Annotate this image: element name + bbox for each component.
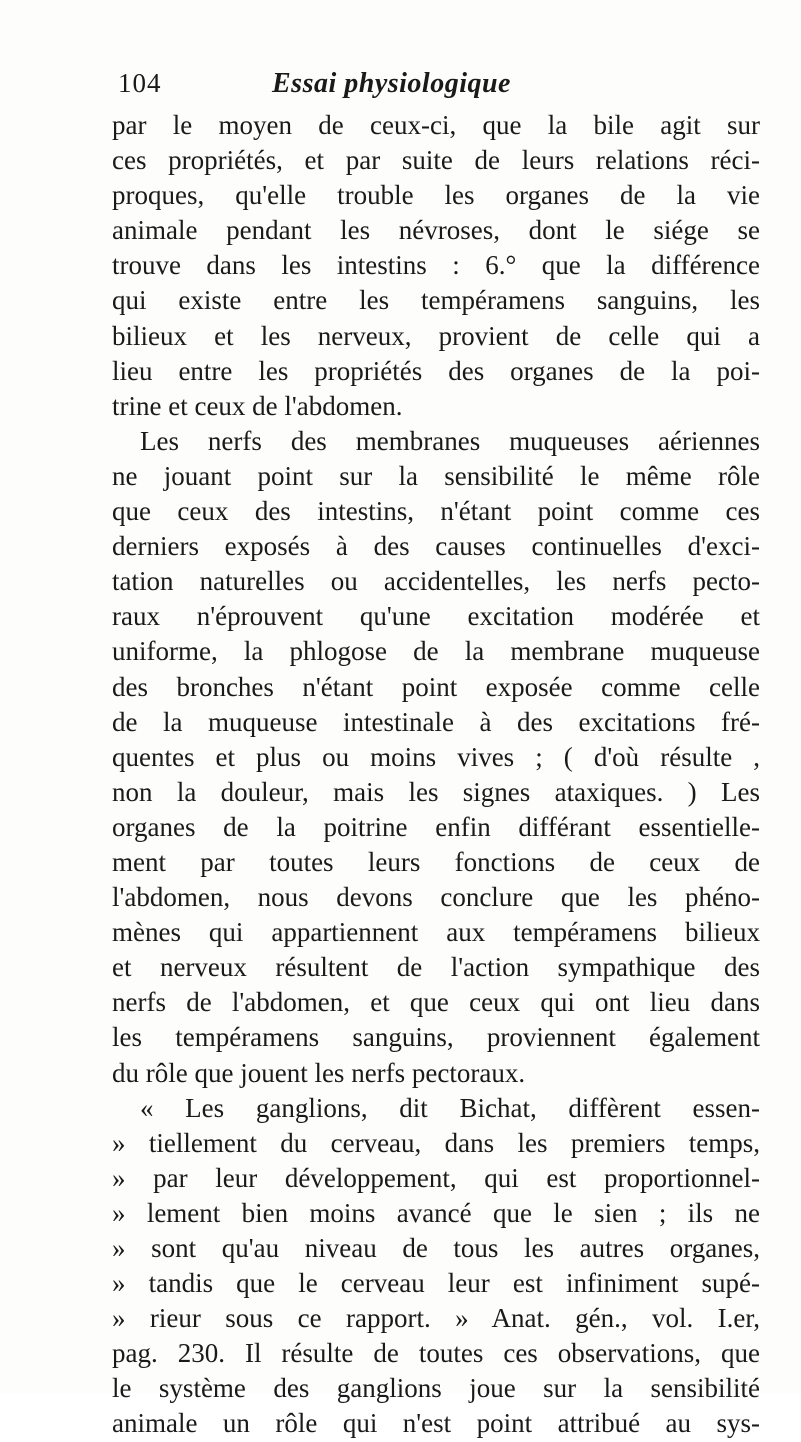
text-line: raux n'éprouvent qu'une excitation modérée et xyxy=(112,601,760,632)
text-line: par le moyen de ceux-ci, que la bile agit sur xyxy=(112,110,760,140)
text-line: proques, qu'elle trouble les organes de la vie xyxy=(112,180,760,211)
text-line: organes de la poitrine enfin différant essentielle- xyxy=(112,811,760,842)
text-line: nerfs de l'abdomen, et que ceux qui ont lieu dans xyxy=(112,987,760,1018)
page-header xyxy=(118,68,758,108)
text-line: bilieux et les nerveux, provient de celle qui a xyxy=(112,320,760,351)
body-text xyxy=(112,108,760,1442)
text-line: l'abdomen, nous devons conclure que les phéno- xyxy=(112,882,760,913)
text-line: ces propriétés, et par suite de leurs relations réci- xyxy=(112,145,760,176)
quote-line: » tiellement du cerveau, dans les premiers temps, xyxy=(112,1127,760,1158)
text-line: lieu entre les propriétés des organes de la poi- xyxy=(112,355,760,386)
text-line: tation naturelles ou accidentelles, les nerfs pecto- xyxy=(112,566,760,597)
quote-line: » sont qu'au niveau de tous les autres organes, xyxy=(112,1233,760,1263)
text-line: du rôle que jouent les nerfs pectoraux. xyxy=(112,1057,526,1088)
quote-line: » rieur sous ce rapport. » Anat. gén., vol. I.er, xyxy=(112,1303,760,1334)
quote-line: » tandis que le cerveau leur est infiniment supé- xyxy=(112,1268,760,1299)
text-line: des bronches n'étant point exposée comme celle xyxy=(112,671,760,702)
text-line: trine et ceux de l'abdomen. xyxy=(112,390,403,421)
paragraph-start-line: Les nerfs des membranes muqueuses aériennes xyxy=(140,425,760,456)
text-line: animale pendant les névroses, dont le siége se xyxy=(112,215,760,246)
text-line: qui existe entre les tempéramens sanguins, les xyxy=(112,285,760,316)
quote-line: » lement bien moins avancé que le sien ; ils ne xyxy=(112,1197,760,1228)
text-line: les tempéramens sanguins, proviennent également xyxy=(112,1022,760,1053)
text-line: quentes et plus ou moins vives ; ( d'où résulte , xyxy=(112,741,760,772)
text-line: de la muqueuse intestinale à des excitations fré- xyxy=(112,706,760,737)
running-title: Essai physiologique xyxy=(272,68,511,99)
text-line: et nerveux résultent de l'action sympathique des xyxy=(112,952,760,983)
text-line: animale un rôle qui n'est point attribué au sys- xyxy=(112,1408,760,1439)
text-line: non la douleur, mais les signes ataxiques. ) Les xyxy=(112,776,760,807)
text-line: mènes qui appartiennent aux tempéramens bilieux xyxy=(112,917,760,948)
text-line: ment par toutes leurs fonctions de ceux de xyxy=(112,846,760,877)
quote-line: » par leur développement, qui est proportionnel- xyxy=(112,1162,760,1193)
text-line: uniforme, la phlogose de la membrane muqueuse xyxy=(112,636,760,667)
text-line: trouve dans les intestins : 6.° que la différence xyxy=(112,250,760,281)
page-number: 104 xyxy=(118,68,162,98)
text-line: que ceux des intestins, n'étant point comme ces xyxy=(112,496,760,527)
text-line: le système des ganglions joue sur la sensibilité xyxy=(112,1373,760,1404)
text-line: derniers exposés à des causes continuelles d'exci- xyxy=(112,531,760,562)
text-line: ne jouant point sur la sensibilité le même rôle xyxy=(112,460,760,491)
quote-start-line: « Les ganglions, dit Bichat, diffèrent essen- xyxy=(140,1092,760,1123)
text-line: pag. 230. Il résulte de toutes ces observations, que xyxy=(112,1338,760,1369)
